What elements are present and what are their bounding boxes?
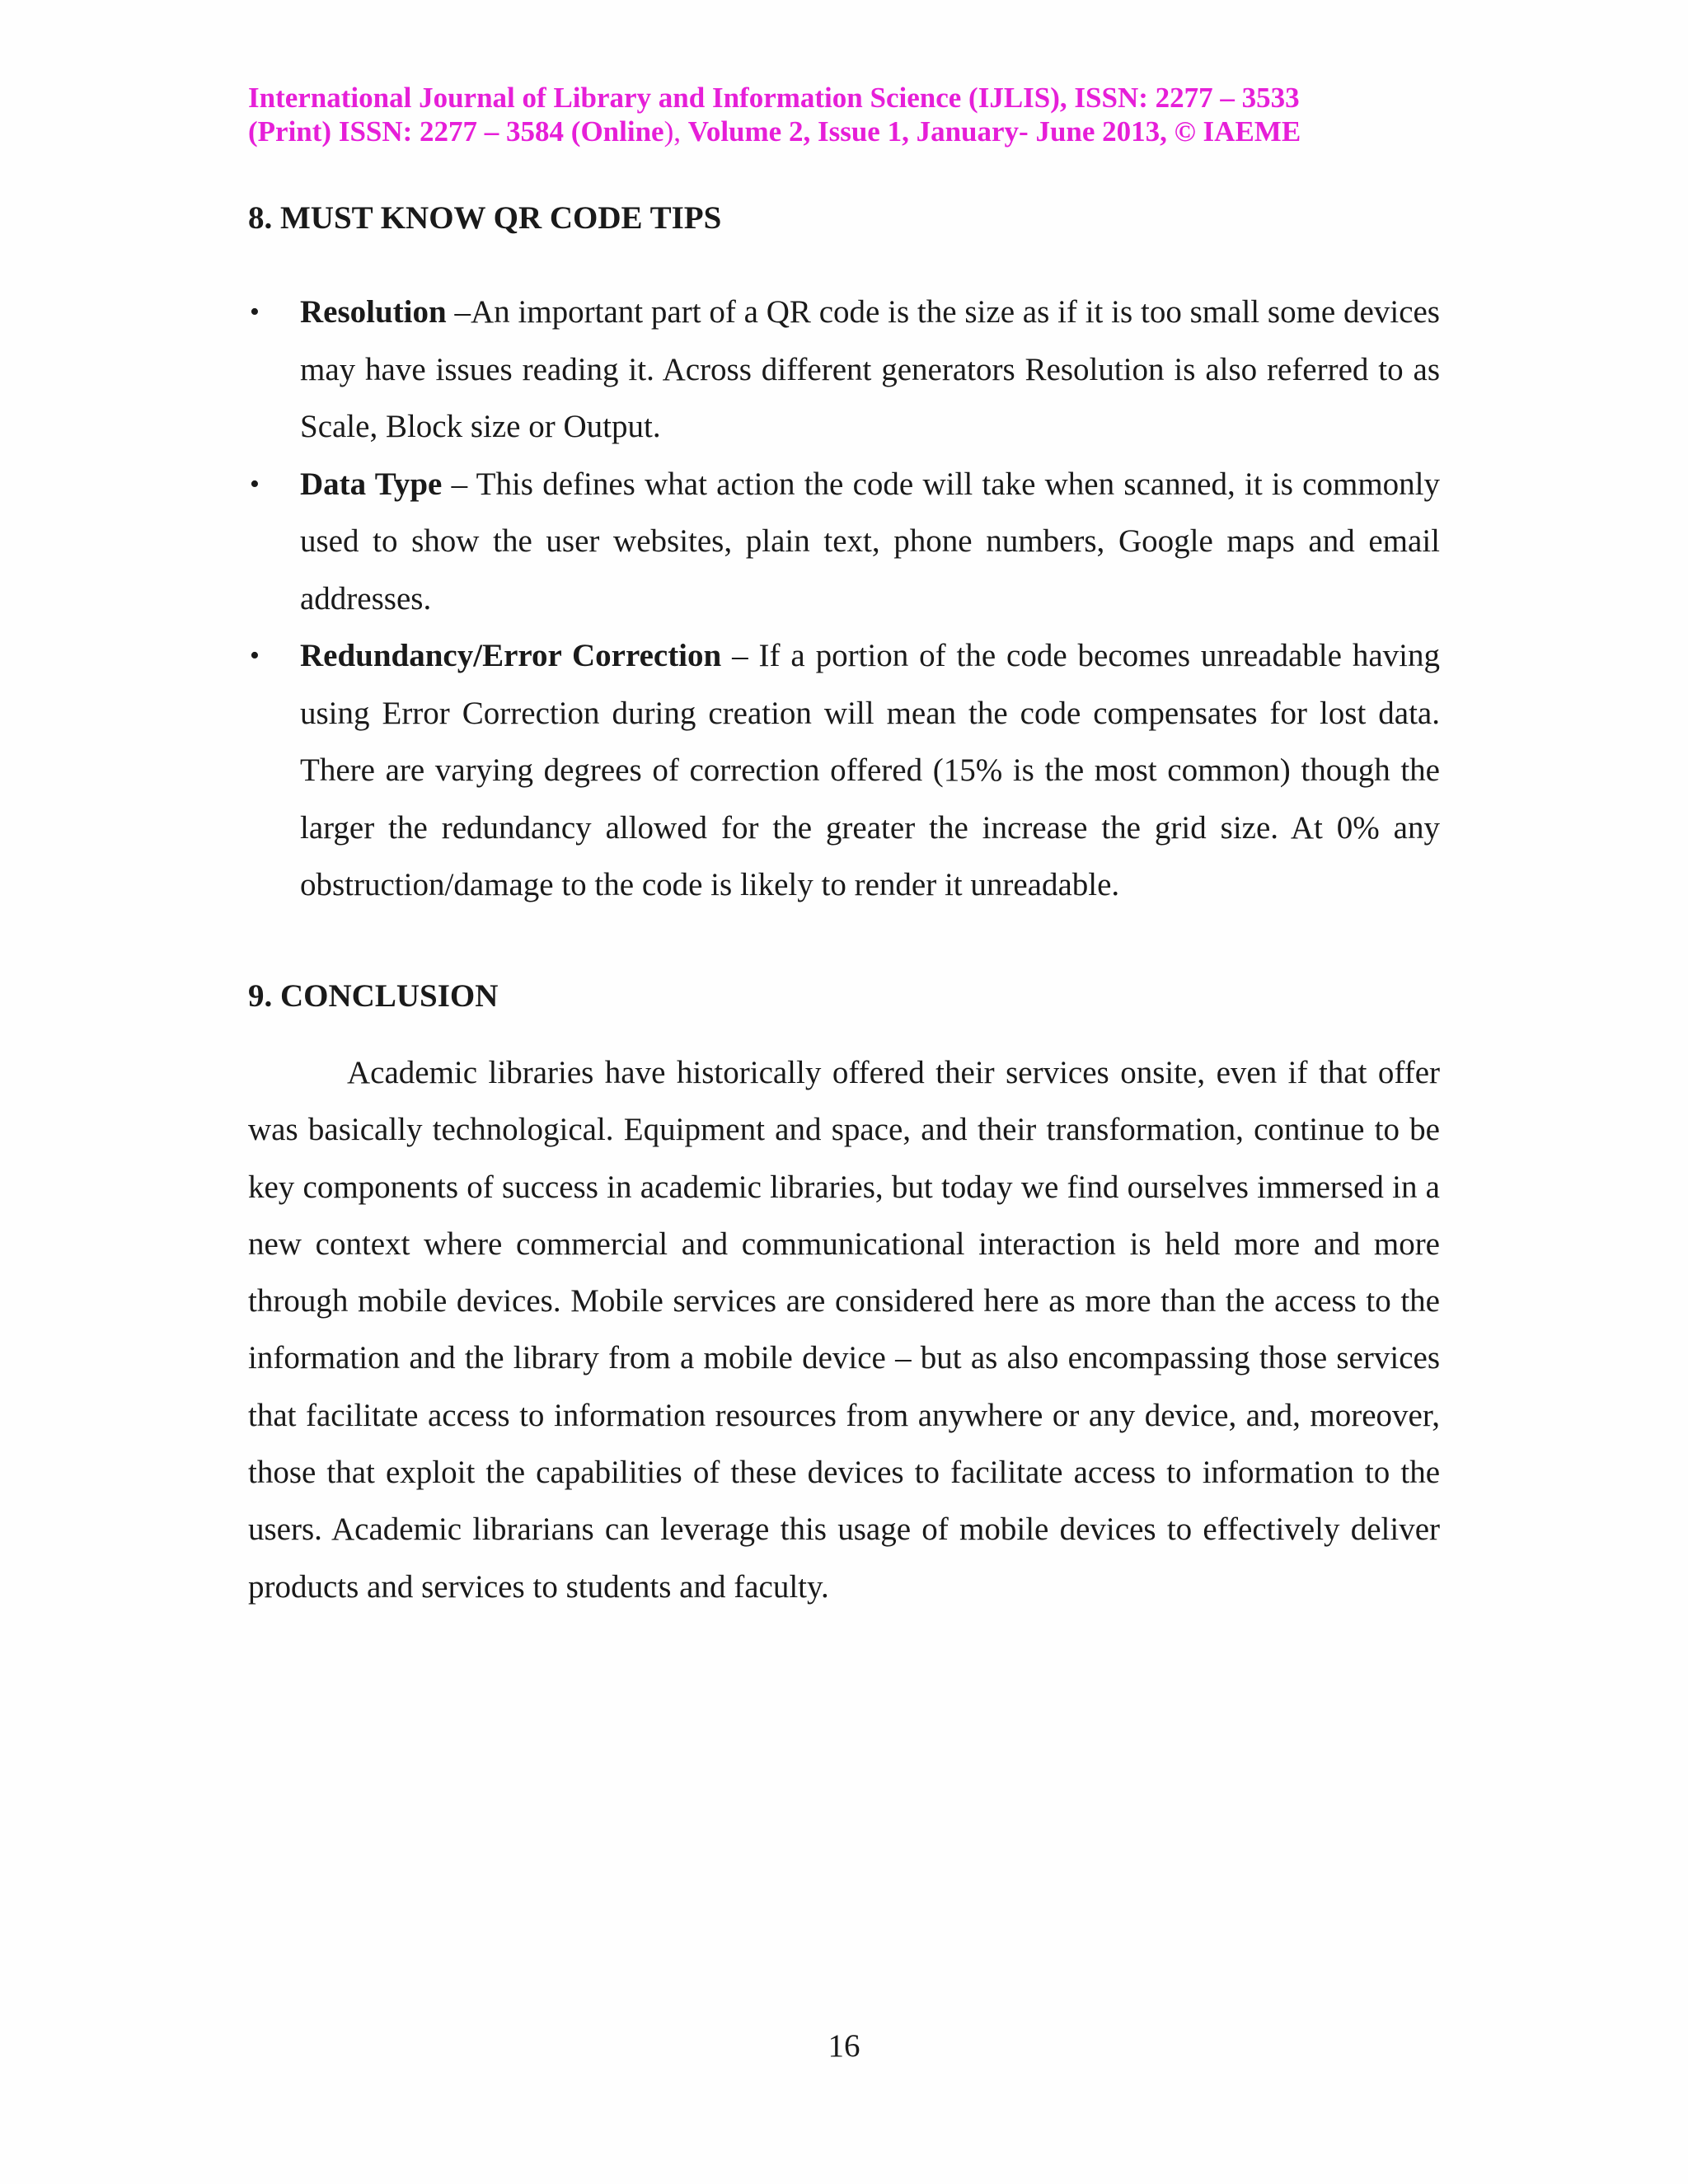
tip-description: – If a portion of the code becomes unreadable having using Error Correction during creation will mean the code compensates for lost data. There are varying degrees of correction offered (15% is the most common) though the larger the redundancy allowed for the greater the increase the grid size. At 0% any obstruction/damage to the code is likely to render it unreadable. xyxy=(300,638,1440,902)
tip-term: Resolution xyxy=(300,294,447,330)
journal-header-volume-issue: Volume 2, Issue 1, January- June 2013, © IAEME xyxy=(687,115,1301,148)
journal-header-issn-online: (Print) ISSN: 2277 – 3584 (Online xyxy=(248,115,664,148)
bullet-icon: • xyxy=(250,468,260,499)
tip-data-type xyxy=(248,456,1440,628)
journal-running-header xyxy=(248,81,1451,148)
qr-code-tips-list xyxy=(248,284,1440,914)
tip-redundancy-error-correction xyxy=(248,627,1440,914)
page-number: 16 xyxy=(828,2028,860,2064)
bullet-icon: • xyxy=(250,297,260,327)
tip-description: –An important part of a QR code is the size as if it is too small some devices may have issues reading it. Across different generators Resolution is also referred to as Scale, Block size or Output. xyxy=(300,294,1440,444)
section-9-heading: 9. CONCLUSION xyxy=(248,978,499,1014)
tip-resolution xyxy=(248,284,1440,456)
tip-term: Redundancy/Error Correction xyxy=(300,638,722,673)
journal-header-line-2 xyxy=(248,115,1451,148)
tip-description: – This defines what action the code will take when scanned, it is commonly used to show the user websites, plain text, phone numbers, Google maps and email addresses. xyxy=(300,466,1440,616)
tip-term: Data Type xyxy=(300,466,443,502)
journal-header-separator: ), xyxy=(663,115,688,148)
journal-header-line-1: International Journal of Library and Information Science (IJLIS), ISSN: 2277 – 3533 xyxy=(248,82,1300,114)
bullet-icon: • xyxy=(250,640,260,671)
conclusion-paragraph: Academic libraries have historically offered their services onsite, even if that offer was basically technological. Equipment and space, and their transformation, continue to be key components of success in academic libraries, but today we find ourselves immersed in a new context where commercial and communicational interaction is held more and more through mobile devices. Mobile services are considered here as more than the access to the information and the library from a mobile device – but as also encompassing those services that facilitate access to information resources from anywhere or any device, and, moreover, those that exploit the capabilities of these devices to facilitate access to information to the users. Academic librarians can leverage this usage of mobile devices to effectively deliver products and services to students and faculty. xyxy=(248,1055,1440,1605)
section-8-heading: 8. MUST KNOW QR CODE TIPS xyxy=(248,200,722,236)
